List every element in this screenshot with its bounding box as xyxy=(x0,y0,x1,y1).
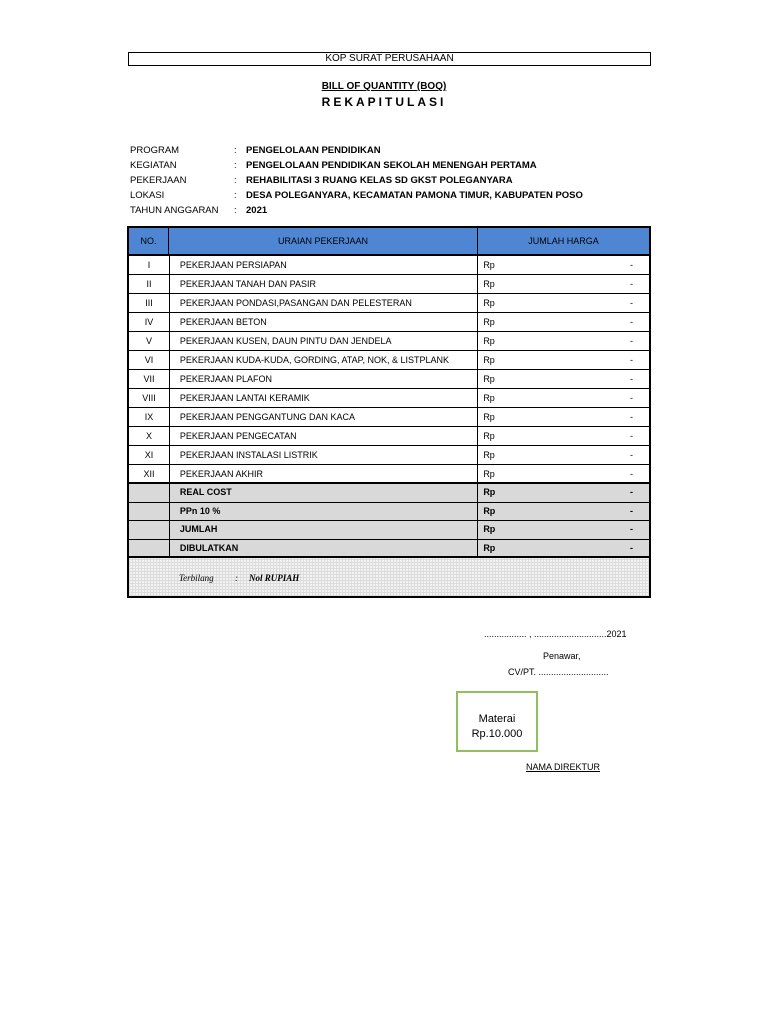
row-no: I xyxy=(129,256,170,274)
total-row xyxy=(129,503,649,522)
letterhead-box: KOP SURAT PERUSAHAAN xyxy=(128,52,651,66)
row-currency: Rp xyxy=(483,450,495,460)
row-no: IV xyxy=(129,313,170,331)
row-no: III xyxy=(129,294,170,312)
info-label: LOKASI xyxy=(130,190,165,201)
row-amount: - xyxy=(630,374,633,384)
row-uraian: PEKERJAAN PENGECATAN xyxy=(170,427,478,445)
table-totals xyxy=(129,482,649,558)
table-row xyxy=(129,332,649,351)
row-jumlah xyxy=(478,427,649,445)
table-row xyxy=(129,370,649,389)
row-uraian: PEKERJAAN KUSEN, DAUN PINTU DAN JENDELA xyxy=(170,332,478,350)
info-colon: : xyxy=(234,145,237,156)
info-label: PROGRAM xyxy=(130,145,180,156)
row-uraian: PEKERJAAN PERSIAPAN xyxy=(170,256,478,274)
row-jumlah xyxy=(478,313,649,331)
header-no: NO. xyxy=(129,228,169,254)
row-no: V xyxy=(129,332,170,350)
total-currency: Rp xyxy=(483,487,496,497)
row-no: X xyxy=(129,427,170,445)
row-amount: - xyxy=(630,450,633,460)
row-jumlah xyxy=(478,256,649,274)
total-currency: Rp xyxy=(483,542,496,553)
row-uraian: PEKERJAAN PONDASI,PASANGAN DAN PELESTERAN xyxy=(170,294,478,312)
row-amount: - xyxy=(630,336,633,346)
total-amount: - xyxy=(630,542,633,553)
project-info xyxy=(130,143,583,218)
info-value: PENGELOLAAN PENDIDIKAN SEKOLAH MENENGAH PERTAMA xyxy=(246,160,537,171)
total-currency: Rp xyxy=(483,524,496,534)
row-no: XII xyxy=(129,465,170,483)
row-no: VI xyxy=(129,351,170,369)
row-currency: Rp xyxy=(483,469,495,479)
total-row xyxy=(129,540,649,559)
info-row xyxy=(130,173,583,188)
signature-company: CV/PT. ............................ xyxy=(508,667,609,677)
row-amount: - xyxy=(630,317,633,327)
row-no: VII xyxy=(129,370,170,388)
info-colon: : xyxy=(234,190,237,201)
header-uraian: URAIAN PEKERJAAN xyxy=(169,228,478,254)
total-amount: - xyxy=(630,487,633,497)
info-colon: : xyxy=(234,175,237,186)
row-uraian: PEKERJAAN LANTAI KERAMIK xyxy=(170,389,478,407)
materai-label: Materai xyxy=(478,713,516,725)
row-no: IX xyxy=(129,408,170,426)
total-no xyxy=(129,540,170,557)
row-currency: Rp xyxy=(483,374,495,384)
info-label: KEGIATAN xyxy=(130,160,177,171)
info-row xyxy=(130,188,583,203)
total-amount: - xyxy=(630,505,633,516)
row-currency: Rp xyxy=(483,393,495,403)
row-no: VIII xyxy=(129,389,170,407)
total-jumlah xyxy=(478,484,649,502)
info-row xyxy=(130,143,583,158)
row-amount: - xyxy=(630,355,633,365)
total-jumlah xyxy=(478,540,649,557)
row-uraian: PEKERJAAN BETON xyxy=(170,313,478,331)
info-value: REHABILITASI 3 RUANG KELAS SD GKST POLEGANYARA xyxy=(246,175,513,186)
row-jumlah xyxy=(478,275,649,293)
row-amount: - xyxy=(630,260,633,270)
row-currency: Rp xyxy=(483,431,495,441)
total-label: PPn 10 % xyxy=(170,503,478,521)
table-body xyxy=(129,256,649,484)
row-currency: Rp xyxy=(483,355,495,365)
total-jumlah xyxy=(478,521,649,539)
row-amount: - xyxy=(630,431,633,441)
document-title: BILL OF QUANTITY (BOQ) xyxy=(321,81,447,92)
info-colon: : xyxy=(234,205,237,216)
row-amount: - xyxy=(630,298,633,308)
signature-date: ................. , .............................2021 xyxy=(484,629,627,639)
row-currency: Rp xyxy=(483,279,495,289)
info-row xyxy=(130,203,583,218)
row-uraian: PEKERJAAN PLAFON xyxy=(170,370,478,388)
row-jumlah xyxy=(478,370,649,388)
row-currency: Rp xyxy=(483,336,495,346)
row-amount: - xyxy=(630,412,633,422)
total-no xyxy=(129,503,170,521)
row-currency: Rp xyxy=(483,298,495,308)
row-uraian: PEKERJAAN TANAH DAN PASIR xyxy=(170,275,478,293)
table-row xyxy=(129,256,649,275)
total-label: REAL COST xyxy=(170,484,478,502)
total-label: DIBULATKAN xyxy=(170,540,478,557)
table-row xyxy=(129,408,649,427)
signature-penawar: Penawar, xyxy=(543,651,581,661)
terbilang-row xyxy=(129,558,649,596)
info-value: DESA POLEGANYARA, KECAMATAN PAMONA TIMUR, KABUPATEN POSO xyxy=(246,190,583,201)
table-row xyxy=(129,294,649,313)
info-label: TAHUN ANGGARAN xyxy=(130,205,219,216)
table-row xyxy=(129,351,649,370)
row-no: II xyxy=(129,275,170,293)
terbilang-colon: : xyxy=(235,573,238,583)
table-row xyxy=(129,275,649,294)
row-currency: Rp xyxy=(483,412,495,422)
total-currency: Rp xyxy=(483,505,496,516)
row-amount: - xyxy=(630,469,633,479)
info-row xyxy=(130,158,583,173)
header-jumlah: JUMLAH HARGA xyxy=(528,236,599,246)
total-label: JUMLAH xyxy=(170,521,478,539)
table-row xyxy=(129,313,649,332)
row-currency: Rp xyxy=(483,317,495,327)
info-value: PENGELOLAAN PENDIDIKAN xyxy=(246,145,381,156)
total-row xyxy=(129,521,649,540)
table-row xyxy=(129,389,649,408)
terbilang-label: Terbilang xyxy=(179,573,214,583)
director-name: NAMA DIREKTUR xyxy=(526,762,601,772)
row-jumlah xyxy=(478,351,649,369)
info-label: PEKERJAAN xyxy=(130,175,187,186)
row-amount: - xyxy=(630,393,633,403)
row-currency: Rp xyxy=(483,260,495,270)
row-jumlah xyxy=(478,465,649,483)
row-uraian: PEKERJAAN PENGGANTUNG DAN KACA xyxy=(170,408,478,426)
info-colon: : xyxy=(234,160,237,171)
table-header xyxy=(129,228,649,256)
total-amount: - xyxy=(630,524,633,534)
row-amount: - xyxy=(630,279,633,289)
boq-table xyxy=(127,226,651,598)
row-uraian: PEKERJAAN INSTALASI LISTRIK xyxy=(170,446,478,464)
table-row xyxy=(129,446,649,465)
total-jumlah xyxy=(478,503,649,521)
row-uraian: PEKERJAAN AKHIR xyxy=(170,465,478,483)
document-subtitle: REKAPITULASI xyxy=(321,95,447,109)
row-uraian: PEKERJAAN KUDA-KUDA, GORDING, ATAP, NOK, & LISTPLANK xyxy=(170,351,478,369)
row-jumlah xyxy=(478,389,649,407)
total-row xyxy=(129,484,649,503)
materai-stamp-box xyxy=(456,691,538,752)
info-value: 2021 xyxy=(246,205,268,216)
terbilang-value: Nol RUPIAH xyxy=(249,573,300,583)
row-jumlah xyxy=(478,332,649,350)
table-row xyxy=(129,427,649,446)
row-jumlah xyxy=(478,446,649,464)
row-jumlah xyxy=(478,294,649,312)
row-jumlah xyxy=(478,408,649,426)
materai-value: Rp.10.000 xyxy=(471,728,523,740)
total-no xyxy=(129,521,170,539)
row-no: XI xyxy=(129,446,170,464)
total-no xyxy=(129,484,170,502)
